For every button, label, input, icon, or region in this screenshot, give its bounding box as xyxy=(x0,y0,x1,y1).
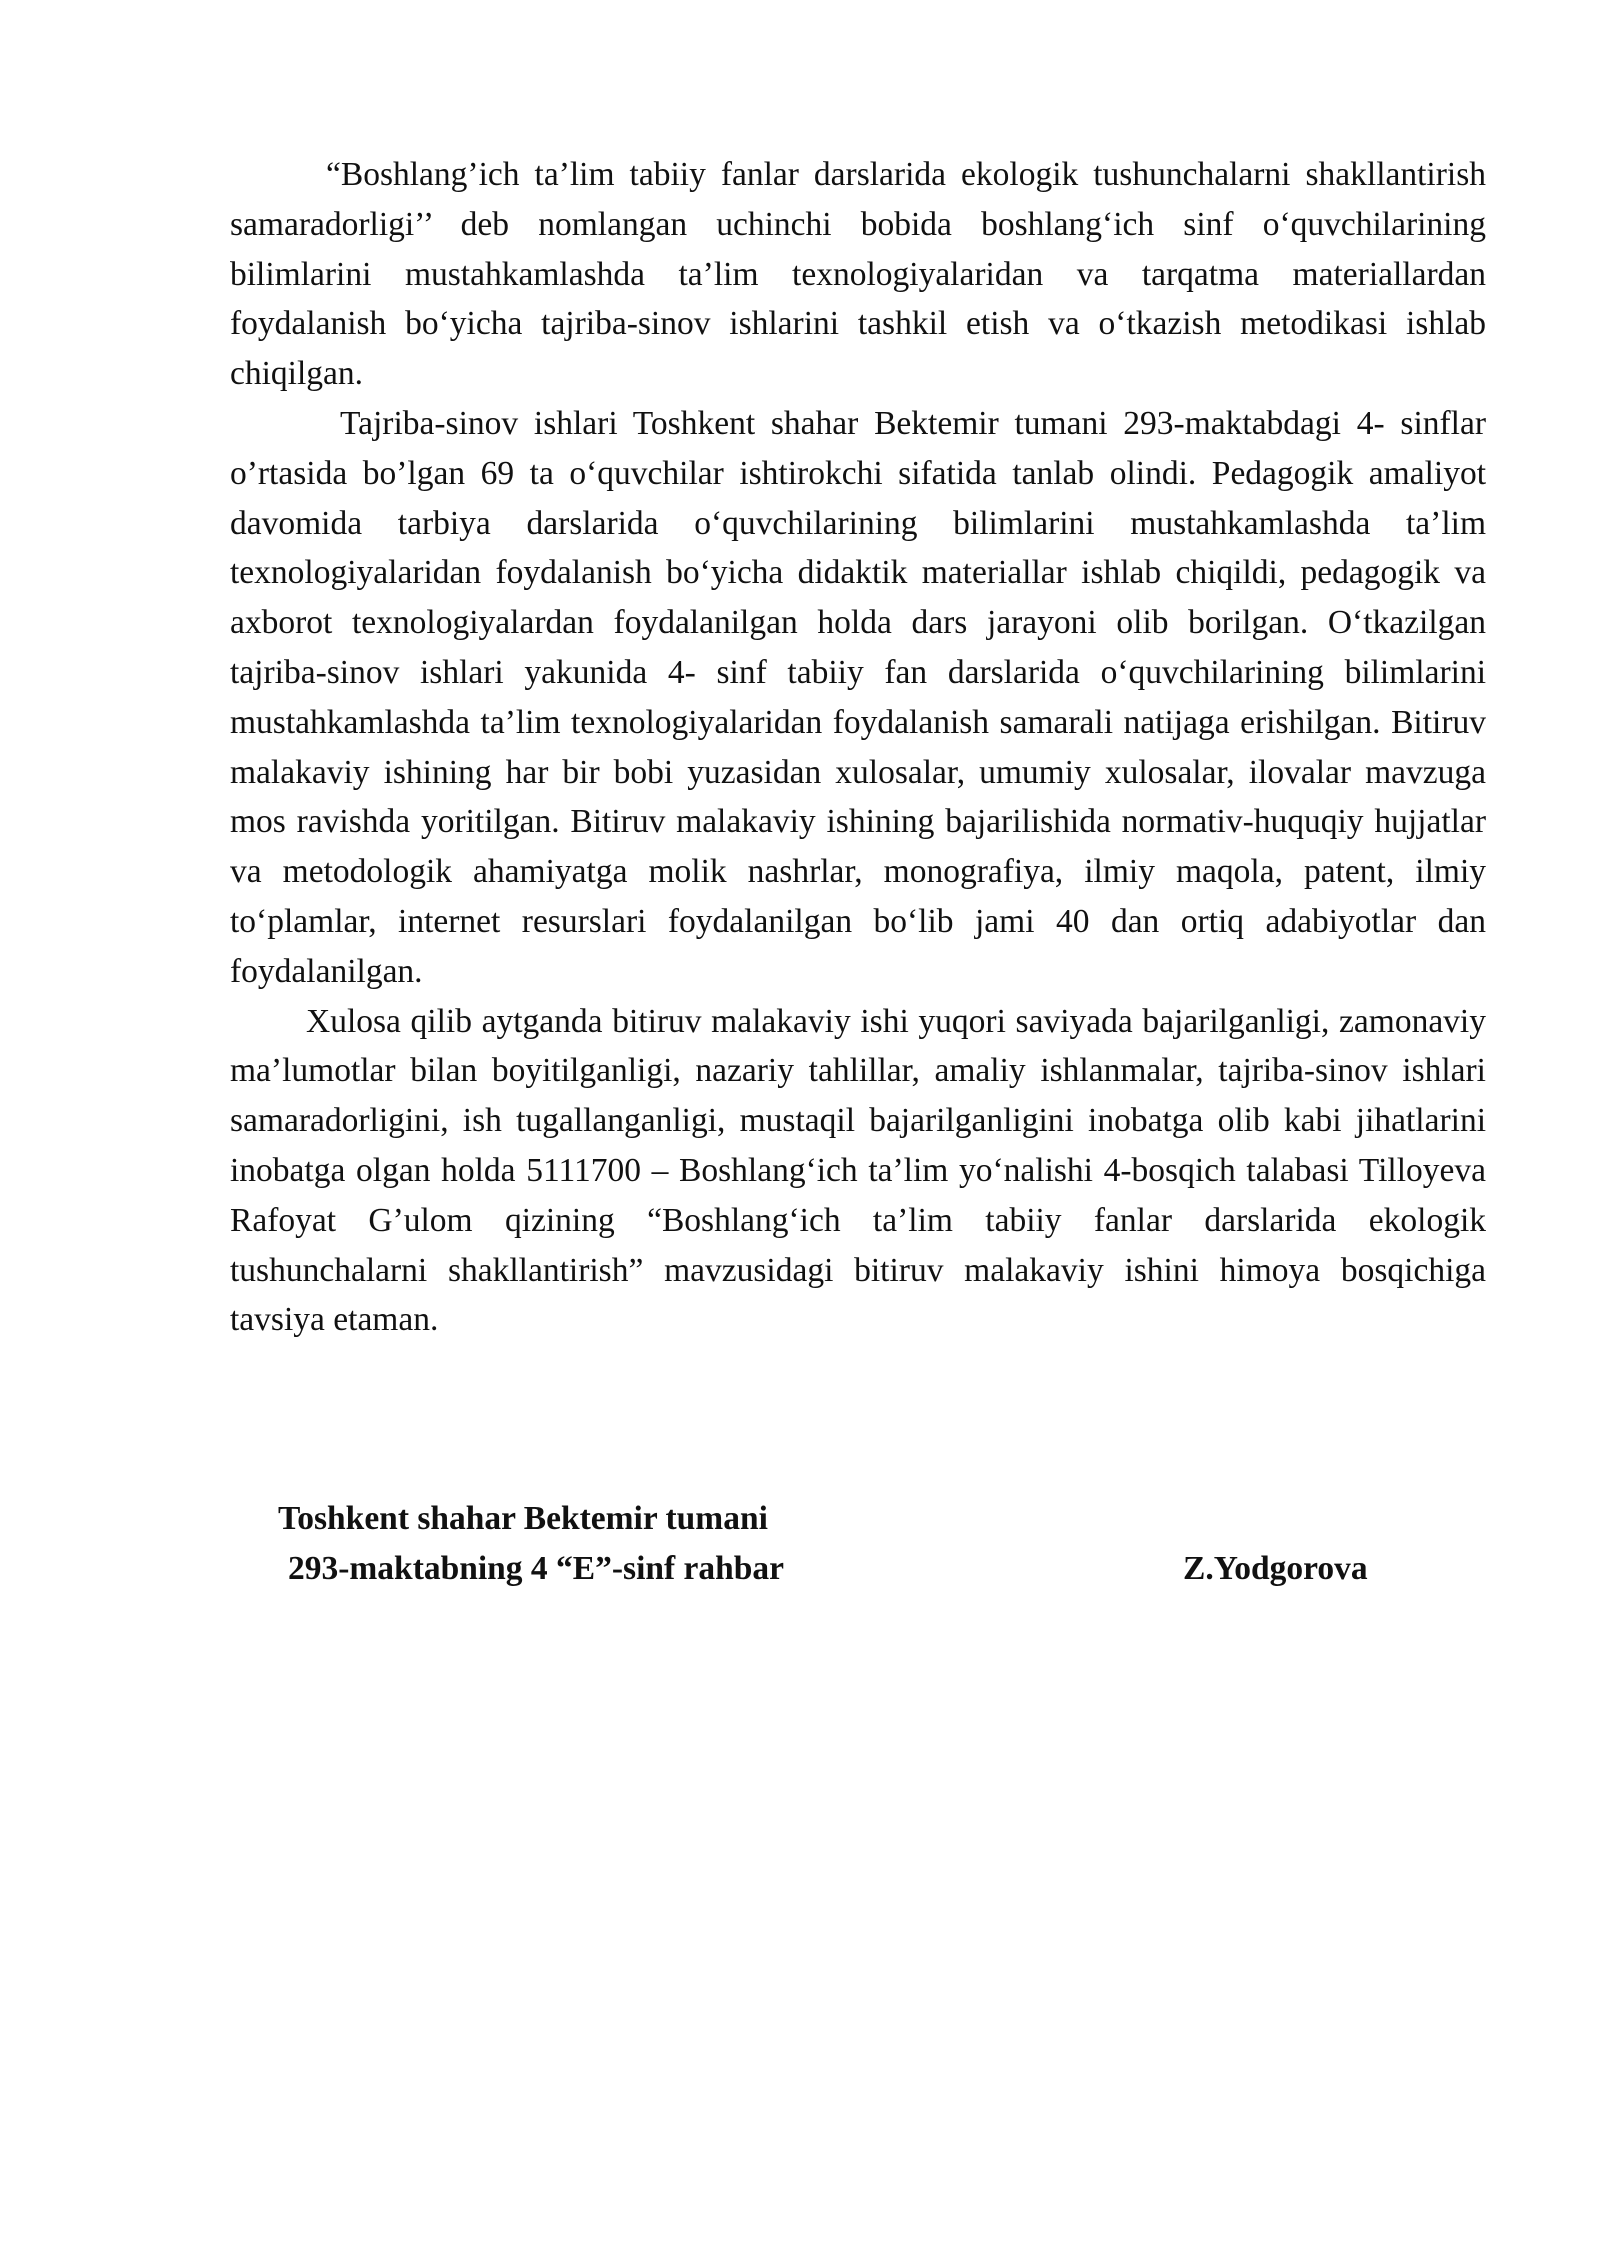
paragraph-conclusion: Xulosa qilib aytganda bitiruv malakaviy ishi yuqori saviyada bajarilganligi, zamonaviy ma’lumotlar bilan boyitilganligi, nazariy tahlillar, amaliy ishlanmalar, tajriba-sinov ishlari samaradorligini, ish tugallanganligi, mustaqil bajarilganligini inobatga olib kabi jihatlarini inobatga olgan holda 5111700 – Boshlang‘ich ta’lim yo‘nalishi 4-bosqich talabasi Tilloyeva Rafoyat G’ulom qizining “Boshlang‘ich ta’lim tabiiy fanlar darslarida ekologik tushunchalarni shakllantirish” mavzusidagi bitiruv malakaviy ishini himoya bosqichiga tavsiya etaman. xyxy=(230,1002,1486,1339)
document-body xyxy=(230,150,1486,1345)
paragraph-chapter-three: “Boshlang’ich ta’lim tabiiy fanlar darslarida ekologik tushunchalarni shakllantirish samaradorligi’’ deb nomlangan uchinchi bobida boshlang‘ich sinf o‘quvchilarining bilimlarini mustahkamlashda ta’lim texnologiyalaridan va tarqatma materiallardan foydalanish bo‘yicha tajriba-sinov ishlarini tashkil etish va o‘tkazish metodikasi ishlab chiqilgan. xyxy=(230,156,1486,393)
signature-position: 293-maktabning 4 “E”-sinf rahbar xyxy=(288,1550,785,1587)
paragraph-experiment: Tajriba-sinov ishlari Toshkent shahar Bektemir tumani 293-maktabdagi 4- sinflar o’rtasida bo’lgan 69 ta o‘quvchilar ishtirokchi sifatida tanlab olindi. Pedagogik amaliyot davomida tarbiya darslarida o‘quvchilarining bilimlarini mustahkamlashda ta’lim texnologiyalaridan foydalanish bo‘yicha didaktik materiallar ishlab chiqildi, pedagogik va axborot texnologiyalardan foydalanilgan holda dars jarayoni olib borilgan. O‘tkazilgan tajriba-sinov ishlari yakunida 4- sinf tabiiy fan darslarida o‘quvchilarining bilimlarini mustahkamlashda ta’lim texnologiyalaridan foydalanish samarali natijaga erishilgan. Bitiruv malakaviy ishining har bir bobi yuzasidan xulosalar, umumiy xulosalar, ilovalar mavzuga mos ravishda yoritilgan. Bitiruv malakaviy ishining bajarilishida normativ-huquqiy hujjatlar va metodologik ahamiyatga molik nashrlar, monografiya, ilmiy maqola, patent, ilmiy to‘plamlar, internet resurslari foydalanilgan bo‘lib jami 40 dan ortiq adabiyotlar dan foydalanilgan. xyxy=(230,404,1486,990)
signature-name: Z.Yodgorova xyxy=(1183,1550,1368,1587)
signature-block xyxy=(278,1494,1428,1594)
signature-row xyxy=(278,1544,1428,1594)
signature-institution: Toshkent shahar Bektemir tumani xyxy=(278,1500,768,1537)
